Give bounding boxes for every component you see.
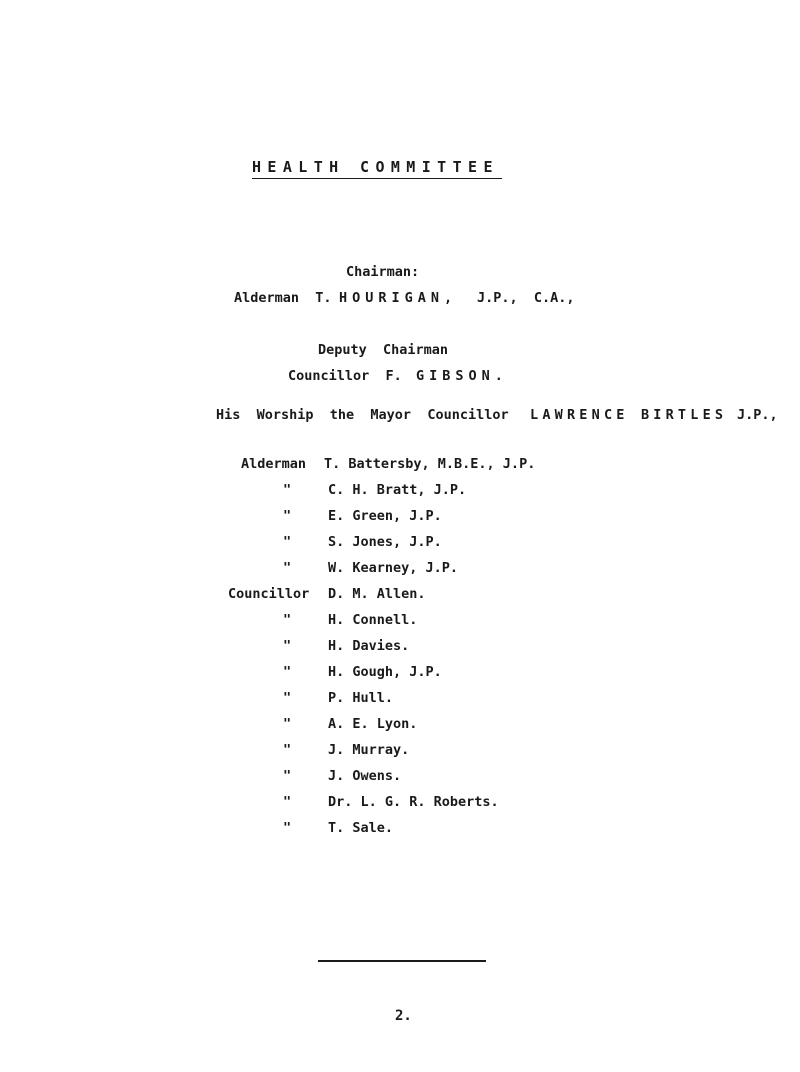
closing-rule: [318, 960, 486, 962]
deputy-title: Councillor F.: [288, 368, 402, 384]
chairman-surname: HOURIGAN,: [339, 290, 458, 306]
member-title: ": [283, 664, 292, 680]
member-name: W. Kearney, J.P.: [328, 560, 459, 576]
member-name: S. Jones, J.P.: [328, 534, 442, 550]
member-title: ": [283, 716, 292, 732]
member-name: H. Gough, J.P.: [328, 664, 442, 680]
member-title: ": [283, 742, 292, 758]
chairman-label: Chairman:: [346, 264, 420, 280]
member-name: J. Owens.: [328, 768, 402, 784]
mayor-name: LAWRENCE BIRTLES: [530, 407, 728, 423]
member-name: E. Green, J.P.: [328, 508, 442, 524]
member-name: D. M. Allen.: [328, 586, 426, 602]
member-name: T. Battersby, M.B.E., J.P.: [324, 456, 536, 472]
deputy-label: Deputy Chairman: [318, 342, 449, 358]
member-name: Dr. L. G. R. Roberts.: [328, 794, 499, 810]
mayor-suffix: J.P.,: [737, 407, 778, 423]
heading-underline: [252, 178, 502, 179]
mayor-prefix: His Worship the Mayor Councillor: [216, 407, 509, 423]
member-name: A. E. Lyon.: [328, 716, 418, 732]
member-title: ": [283, 612, 292, 628]
member-title: ": [283, 482, 292, 498]
deputy-surname: GIBSON.: [416, 368, 508, 384]
member-title: ": [283, 508, 292, 524]
member-title: ": [283, 560, 292, 576]
chairman-suffix: J.P., C.A.,: [477, 290, 575, 306]
committee-heading: HEALTH COMMITTEE: [252, 158, 499, 176]
member-title: ": [283, 794, 292, 810]
member-name: C. H. Bratt, J.P.: [328, 482, 467, 498]
member-title: Alderman: [241, 456, 307, 472]
chairman-title: Alderman T.: [234, 290, 332, 306]
member-title: ": [283, 820, 292, 836]
member-title: Councillor: [228, 586, 310, 602]
member-title: ": [283, 638, 292, 654]
member-title: ": [283, 768, 292, 784]
member-title: ": [283, 690, 292, 706]
member-name: H. Connell.: [328, 612, 418, 628]
page-number: 2.: [395, 1008, 412, 1024]
member-name: J. Murray.: [328, 742, 410, 758]
member-name: H. Davies.: [328, 638, 410, 654]
member-title: ": [283, 534, 292, 550]
member-name: P. Hull.: [328, 690, 394, 706]
member-name: T. Sale.: [328, 820, 394, 836]
